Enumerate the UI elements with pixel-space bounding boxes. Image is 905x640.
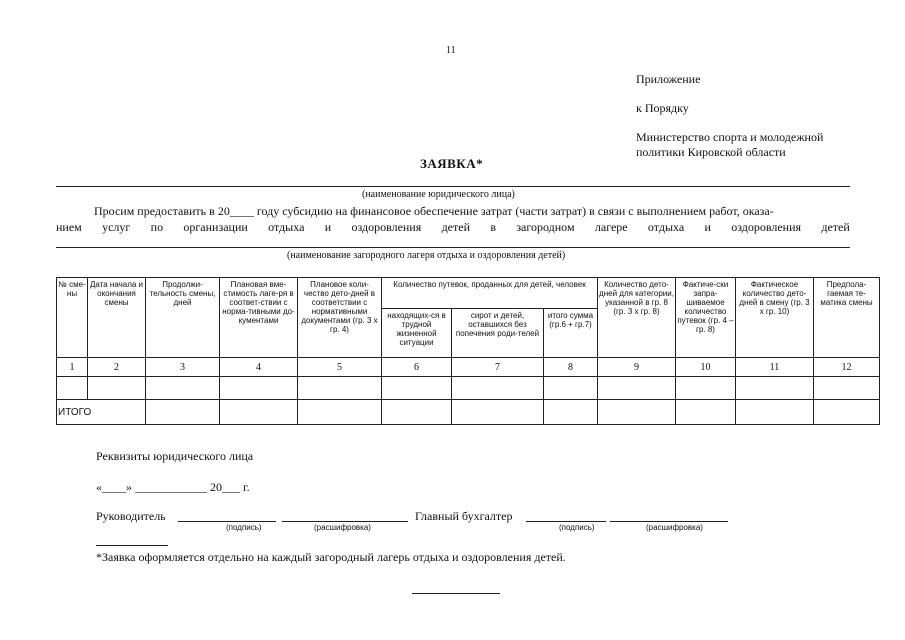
accountant-decoding-line[interactable] bbox=[610, 521, 728, 522]
column-number: 7 bbox=[452, 358, 544, 377]
column-number: 4 bbox=[220, 358, 298, 377]
table-cell[interactable] bbox=[382, 400, 452, 425]
request-word: услуг bbox=[102, 220, 131, 234]
header-shift-theme: Предпола-гаемая те-матика смены bbox=[814, 278, 880, 358]
table-cell[interactable] bbox=[298, 400, 382, 425]
request-word: детей bbox=[821, 220, 850, 234]
column-number: 2 bbox=[88, 358, 146, 377]
request-word: оздоровления bbox=[731, 220, 802, 234]
request-word: нием bbox=[56, 220, 82, 234]
director-decoding-line[interactable] bbox=[282, 521, 408, 522]
camp-name-caption: (наименование загородного лагеря отдыха и оздоровления детей) bbox=[287, 250, 566, 261]
table-cell[interactable] bbox=[146, 400, 220, 425]
appendix-ministry-line2: политики Кировской области bbox=[636, 145, 786, 159]
appendix-order-ref: к Порядку bbox=[636, 101, 689, 115]
director-signature-line[interactable] bbox=[178, 521, 276, 522]
request-word: лагере bbox=[594, 220, 628, 234]
accountant-signature-caption: (подпись) bbox=[559, 523, 595, 532]
table-cell[interactable] bbox=[544, 400, 598, 425]
accountant-decoding-caption: (расшифровка) bbox=[646, 523, 703, 532]
legal-entity-blank-line bbox=[56, 186, 850, 187]
table-cell[interactable] bbox=[452, 400, 544, 425]
header-difficult-situation: находящих-ся в трудной жизненной ситуации bbox=[382, 309, 452, 358]
table-cell[interactable] bbox=[736, 377, 814, 400]
request-text-line1: Просим предоставить в 20____ году субсидию на финансовое обеспечение затрат (части затрат) в связи с выполнением работ, оказа- bbox=[94, 204, 774, 218]
table-cell[interactable] bbox=[88, 377, 146, 400]
column-number: 11 bbox=[736, 358, 814, 377]
header-orphans: сирот и детей, оставшихся без попечения роди-телей bbox=[452, 309, 544, 358]
table-cell[interactable] bbox=[736, 400, 814, 425]
header-shift-number: № сме-ны bbox=[57, 278, 88, 358]
director-decoding-caption: (расшифровка) bbox=[314, 523, 371, 532]
document-title: ЗАЯВКА* bbox=[420, 156, 484, 171]
table-cell[interactable] bbox=[598, 400, 676, 425]
table-cell[interactable] bbox=[676, 377, 736, 400]
total-label: ИТОГО bbox=[57, 400, 146, 425]
table-cell[interactable] bbox=[814, 377, 880, 400]
header-shift-duration: Продолжи-тельность смены, дней bbox=[146, 278, 220, 358]
column-number: 1 bbox=[57, 358, 88, 377]
column-number: 5 bbox=[298, 358, 382, 377]
header-planned-child-days: Плановое коли-чество дето-дней в соответствии с нормативными документами (гр. 3 х гр. 4) bbox=[298, 278, 382, 358]
request-word: детей bbox=[441, 220, 471, 234]
table-cell[interactable] bbox=[598, 377, 676, 400]
request-word: и bbox=[324, 220, 332, 234]
table-cell[interactable] bbox=[298, 377, 382, 400]
table-row bbox=[57, 377, 880, 400]
table-cell[interactable] bbox=[452, 377, 544, 400]
request-word: организации bbox=[183, 220, 248, 234]
request-word: в bbox=[490, 220, 496, 234]
table-cell[interactable] bbox=[814, 400, 880, 425]
table-cell[interactable] bbox=[382, 377, 452, 400]
director-label: Руководитель bbox=[96, 509, 166, 523]
table-cell[interactable] bbox=[146, 377, 220, 400]
request-word: отдыха bbox=[647, 220, 685, 234]
header-sum-total: итого сумма (гр.6 + гр.7) bbox=[544, 309, 598, 358]
header-actual-child-days: Фактическое количество дето-дней в смену (гр. 3 х гр. 10) bbox=[736, 278, 814, 358]
page-number: 11 bbox=[446, 45, 456, 56]
header-requested-vouchers: Фактиче-ски запра-шиваемое количество путевок (гр. 4 – гр. 8) bbox=[676, 278, 736, 358]
total-row bbox=[57, 400, 880, 425]
column-number: 6 bbox=[382, 358, 452, 377]
appendix-label: Приложение bbox=[636, 72, 701, 86]
appendix-ministry-line1: Министерство спорта и молодежной bbox=[636, 130, 824, 144]
request-word: отдыха bbox=[268, 220, 305, 234]
request-word: загородном bbox=[516, 220, 575, 234]
column-number: 3 bbox=[146, 358, 220, 377]
column-number: 12 bbox=[814, 358, 880, 377]
footnote-separator bbox=[96, 545, 168, 546]
column-number: 8 bbox=[544, 358, 598, 377]
table-cell[interactable] bbox=[220, 377, 298, 400]
bottom-separator bbox=[412, 593, 500, 594]
accountant-signature-line[interactable] bbox=[526, 521, 606, 522]
footnote: *Заявка оформляется отдельно на каждый загородный лагерь отдыха и оздоровления детей. bbox=[96, 550, 566, 564]
director-signature-caption: (подпись) bbox=[226, 523, 262, 532]
column-number: 10 bbox=[676, 358, 736, 377]
application-table bbox=[56, 277, 880, 425]
camp-name-blank-line bbox=[56, 247, 850, 248]
table-cell[interactable] bbox=[676, 400, 736, 425]
header-vouchers-sold-group: Количество путевок, проданных для детей, человек bbox=[382, 278, 598, 309]
table-cell[interactable] bbox=[220, 400, 298, 425]
requisites-label: Реквизиты юридического лица bbox=[96, 449, 254, 463]
request-word: и bbox=[704, 220, 711, 234]
column-number: 9 bbox=[598, 358, 676, 377]
request-word: по bbox=[150, 220, 164, 234]
date-line: «____» ____________ 20___ г. bbox=[96, 480, 250, 494]
chief-accountant-label: Главный бухгалтер bbox=[415, 509, 513, 523]
header-shift-dates: Дата начала и окончания смены bbox=[88, 278, 146, 358]
request-word: оздоровления bbox=[351, 220, 422, 234]
header-category-child-days: Количество дето-дней для категории, указанной в гр. 8 (гр. 3 х гр. 8) bbox=[598, 278, 676, 358]
header-camp-capacity: Плановая вме-стимость лаге-ря в соответ-ствии с норма-тивными до-кументами bbox=[220, 278, 298, 358]
table-cell[interactable] bbox=[544, 377, 598, 400]
request-text-line2 bbox=[56, 220, 850, 235]
table-cell[interactable] bbox=[57, 377, 88, 400]
legal-entity-caption: (наименование юридического лица) bbox=[362, 189, 515, 200]
